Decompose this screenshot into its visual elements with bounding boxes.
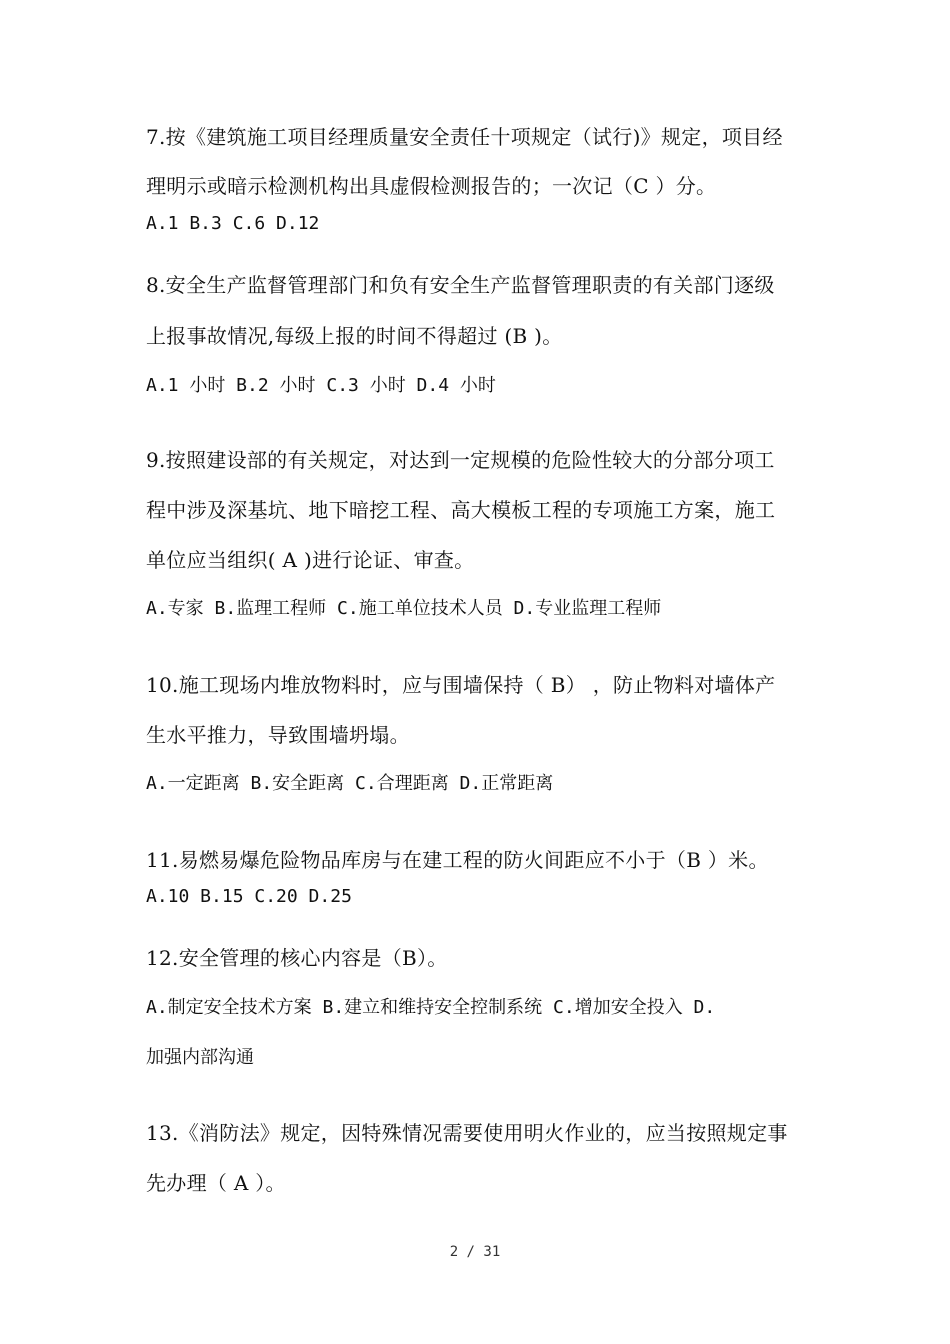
question-11-options: A.10 B.15 C.20 D.25 <box>146 886 352 907</box>
question-7-options: A.1 B.3 C.6 D.12 <box>146 213 320 234</box>
question-8-line-2: 上报事故情况,每级上报的时间不得超过 (B )。 <box>146 324 563 348</box>
question-10-line-2: 生水平推力，导致围墙坍塌。 <box>146 723 410 747</box>
question-9-line-1: 9.按照建设部的有关规定，对达到一定规模的危险性较大的分部分项工 <box>146 448 775 472</box>
page-number: 2 / 31 <box>449 1244 501 1260</box>
question-13-line-2: 先办理（ A ）。 <box>146 1171 286 1195</box>
question-10-options: A.一定距离 B.安全距离 C.合理距离 D.正常距离 <box>146 773 554 794</box>
question-12-line-1: 12.安全管理的核心内容是（B）。 <box>146 946 448 970</box>
question-8-line-1: 8.安全生产监督管理部门和负有安全生产监督管理职责的有关部门逐级 <box>146 273 775 297</box>
question-9-line-3: 单位应当组织( A )进行论证、审查。 <box>146 548 475 572</box>
question-10-line-1: 10.施工现场内堆放物料时，应与围墙保持（ B） ，防止物料对墙体产 <box>146 673 776 697</box>
question-9-line-2: 程中涉及深基坑、地下暗挖工程、高大模板工程的专项施工方案，施工 <box>146 498 776 522</box>
question-8-options: A.1 小时 B.2 小时 C.3 小时 D.4 小时 <box>146 375 496 396</box>
question-7-line-1: 7.按《建筑施工项目经理质量安全责任十项规定（试行)》规定，项目经 <box>146 125 783 149</box>
question-13-line-1: 13.《消防法》规定，因特殊情况需要使用明火作业的，应当按照规定事 <box>146 1121 788 1145</box>
question-9-options: A.专家 B.监理工程师 C.施工单位技术人员 D.专业监理工程师 <box>146 598 662 619</box>
question-12-options-line-1: A.制定安全技术方案 B.建立和维持安全控制系统 C.增加安全投入 D. <box>146 997 716 1018</box>
question-11-line-1: 11.易燃易爆危险物品库房与在建工程的防火间距应不小于（B ）米。 <box>146 848 769 872</box>
question-12-options-line-2: 加强内部沟通 <box>146 1047 254 1068</box>
question-7-line-2: 理明示或暗示检测机构出具虚假检测报告的；一次记（C ）分。 <box>146 174 717 198</box>
